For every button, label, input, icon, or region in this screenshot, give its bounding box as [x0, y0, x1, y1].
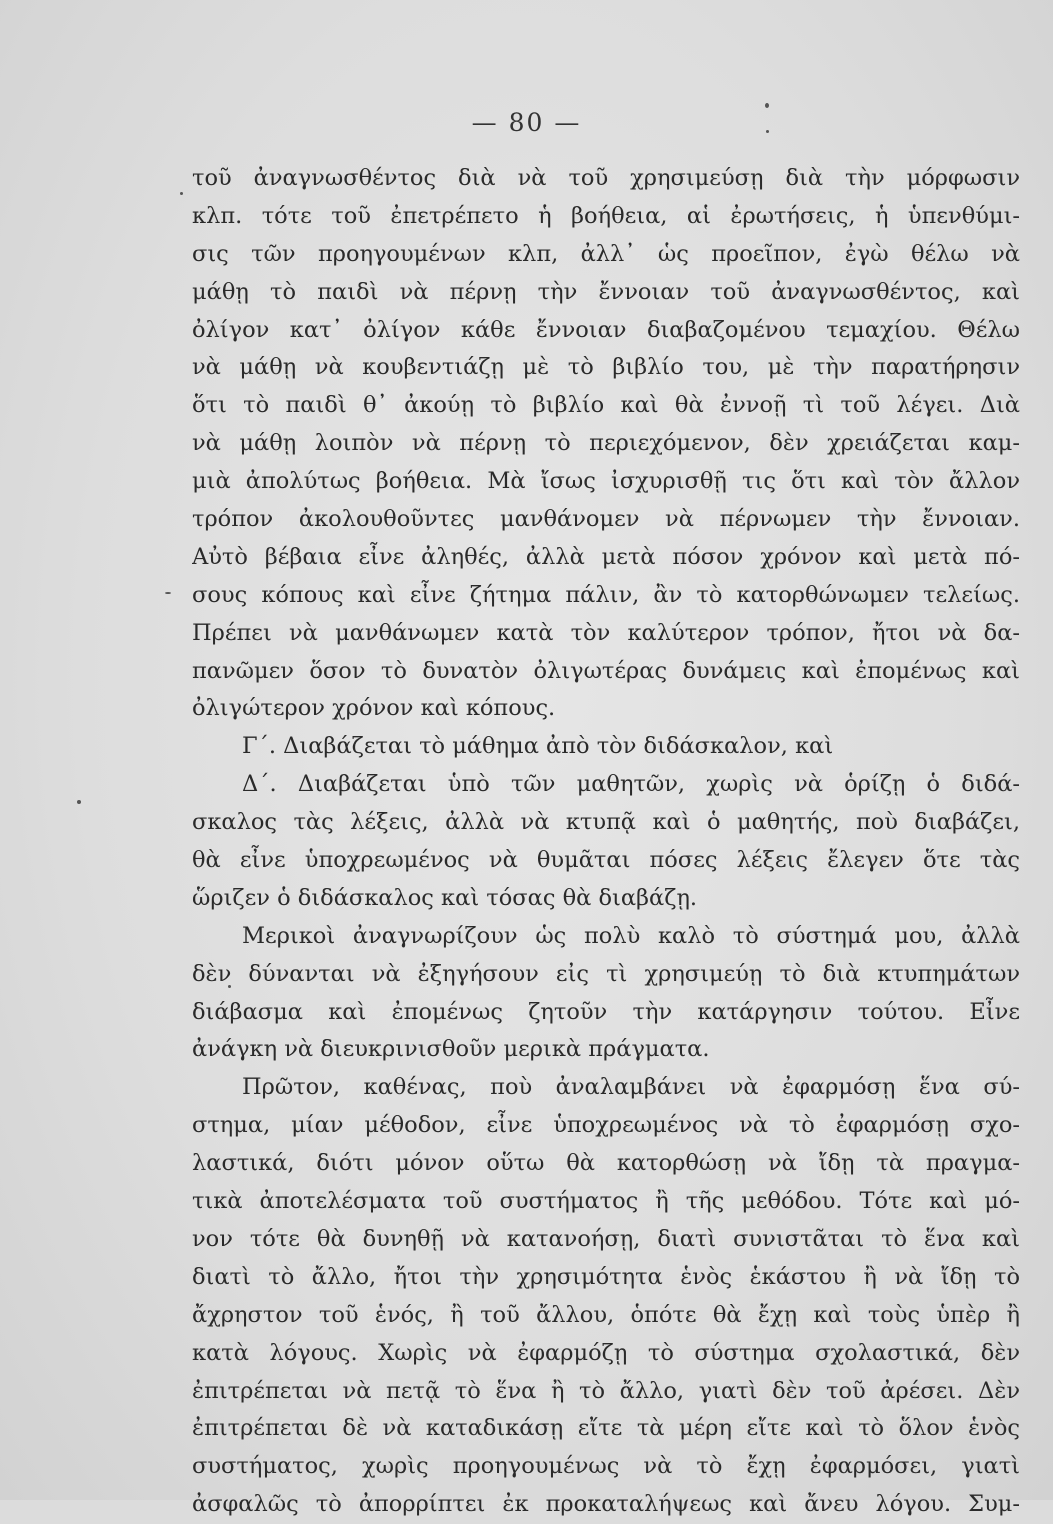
page-number: — 80 —: [471, 108, 582, 137]
text-line: σις τῶν προηγουμένων κλπ, ἀλλ᾽ ὡς προεῖπον, ἐγὼ θέλω νὰ: [192, 240, 1020, 267]
text-line: Πρῶτον, καθένας, ποὺ ἀναλαμβάνει νὰ ἐφαρμόσῃ ἕνα σύ-: [242, 1074, 1020, 1101]
text-line: σκαλος τὰς λέξεις, ἀλλὰ νὰ κτυπᾷ καὶ ὁ μαθητής, ποὺ διαβάζει,: [192, 809, 1020, 836]
text-line: θὰ εἶνε ὑποχρεωμένος νὰ θυμᾶται πόσες λέξεις ἔλεγεν ὅτε τὰς: [192, 847, 1020, 874]
text-line: κλπ. τότε τοῦ ἐπετρέπετο ἡ βοήθεια, αἱ ἐρωτήσεις, ἡ ὑπενθύμι-: [192, 202, 1020, 229]
text-line: μιὰ ἀπολύτως βοήθεια. Μὰ ἴσως ἰσχυρισθῇ τις ὅτι καὶ τὸν ἄλλον: [192, 468, 1020, 495]
text-line: τοῦ ἀναγνωσθέντος διὰ νὰ τοῦ χρησιμεύσῃ διὰ τὴν μόρφωσιν: [192, 165, 1020, 191]
text-line: Αὐτὸ βέβαια εἶνε ἀληθές, ἀλλὰ μετὰ πόσον χρόνον καὶ μετὰ πό-: [192, 543, 1020, 570]
text-line: τρόπον ἀκολουθοῦντες μανθάνομεν νὰ πέρνωμεν τὴν ἔννοιαν.: [192, 506, 1020, 533]
text-line: Μερικοὶ ἀναγνωρίζουν ὡς πολὺ καλὸ τὸ σύστημά μου, ἀλλὰ: [242, 922, 1020, 949]
text-line: ἄχρηστον τοῦ ἑνός, ἢ τοῦ ἄλλου, ὁπότε θὰ ἔχῃ καὶ τοὺς ὑπὲρ ἢ: [192, 1301, 1020, 1328]
text-line: λαστικά, διότι μόνον οὕτω θὰ κατορθώσῃ νὰ ἴδῃ τὰ πραγμα-: [192, 1150, 1020, 1177]
body-text: [192, 160, 1020, 1524]
text-line: διάβασμα καὶ ἐπομένως ζητοῦν τὴν κατάργησιν τούτου. Εἶνε: [192, 998, 1020, 1025]
text-line: νον τότε θὰ δυνηθῇ νὰ κατανοήσῃ, διατὶ συνιστᾶται τὸ ἕνα καὶ: [192, 1225, 1020, 1252]
text-line: διατὶ τὸ ἄλλο, ἤτοι τὴν χρησιμότητα ἑνὸς ἑκάστου ἢ νὰ ἴδῃ τὸ: [192, 1263, 1020, 1290]
text-line: κατὰ λόγους. Χωρὶς νὰ ἐφαρμόζῃ τὸ σύστημα σχολαστικά, δὲν: [192, 1339, 1020, 1366]
text-line: νὰ μάθῃ λοιπὸν νὰ πέρνῃ τὸ περιεχόμενον, δὲν χρειάζεται καμ-: [192, 430, 1020, 457]
text-line: Πρέπει νὰ μανθάνωμεν κατὰ τὸν καλύτερον τρόπον, ἤτοι νὰ δα-: [192, 619, 1020, 646]
text-line: Γ΄. Διαβάζεται τὸ μάθημα ἀπὸ τὸν διδάσκαλον, καὶ: [242, 733, 834, 760]
text-line: ἀσφαλῶς τὸ ἀπορρίπτει ἐκ προκαταλήψεως καὶ ἄνευ λόγου. Συμ-: [192, 1491, 1020, 1518]
text-line: δὲν δύνανται νὰ ἐξηγήσουν εἰς τὶ χρησιμεύῃ τὸ διὰ κτυπημάτων: [192, 960, 1020, 987]
text-line: ὅτι τὸ παιδὶ θ᾽ ἀκούῃ τὸ βιβλίο καὶ θὰ ἐννοῇ τὶ τοῦ λέγει. Διὰ: [192, 392, 1020, 419]
text-line: ἐπιτρέπεται δὲ νὰ καταδικάσῃ εἴτε τὰ μέρη εἴτε καὶ τὸ ὅλον ἑνὸς: [192, 1415, 1020, 1442]
text-line: μάθῃ τὸ παιδὶ νὰ πέρνῃ τὴν ἔννοιαν τοῦ ἀναγνωσθέντος, καὶ: [192, 278, 1020, 305]
text-line: ἐπιτρέπεται νὰ πετᾷ τὸ ἕνα ἢ τὸ ἄλλο, γιατὶ δὲν τοῦ ἀρέσει. Δὲν: [192, 1377, 1020, 1404]
text-line: συστήματος, χωρὶς προηγουμένως νὰ τὸ ἔχῃ ἐφαρμόσει, γιατὶ: [192, 1453, 1020, 1480]
text-line: τικὰ ἀποτελέσματα τοῦ συστήματος ἢ τῆς μεθόδου. Τότε καὶ μό-: [192, 1188, 1020, 1215]
text-line: νὰ μάθῃ νὰ κουβεντιάζῃ μὲ τὸ βιβλίο του, μὲ τὴν παρατήρησιν: [192, 354, 1020, 381]
ink-speck: [77, 800, 81, 804]
text-line: Δ΄. Διαβάζεται ὑπὸ τῶν μαθητῶν, χωρὶς νὰ ὁρίζῃ ὁ διδά-: [242, 771, 1020, 798]
text-line: ἀνάγκη νὰ διευκρινισθοῦν μερικὰ πράγματα.: [192, 1036, 710, 1063]
text-line: σους κόπους καὶ εἶνε ζήτημα πάλιν, ἂν τὸ κατορθώνωμεν τελείως.: [192, 581, 1020, 608]
text-line: ὀλίγον κατ᾽ ὀλίγον κάθε ἔννοιαν διαβαζομένου τεμαχίου. Θέλω: [192, 316, 1020, 343]
text-line: ὥριζεν ὁ διδάσκαλος καὶ τόσας θὰ διαβάζῃ.: [192, 884, 698, 911]
ink-speck: [165, 592, 171, 594]
text-line: στημα, μίαν μέθοδον, εἶνε ὑποχρεωμένος νὰ τὸ ἐφαρμόσῃ σχο-: [192, 1112, 1020, 1139]
text-line: ὀλιγώτερον χρόνον καὶ κόπους.: [192, 695, 556, 722]
text-line: πανῶμεν ὅσον τὸ δυνατὸν ὀλιγωτέρας δυνάμεις καὶ ἐπομένως καὶ: [192, 657, 1020, 684]
ink-speck: [180, 192, 183, 195]
